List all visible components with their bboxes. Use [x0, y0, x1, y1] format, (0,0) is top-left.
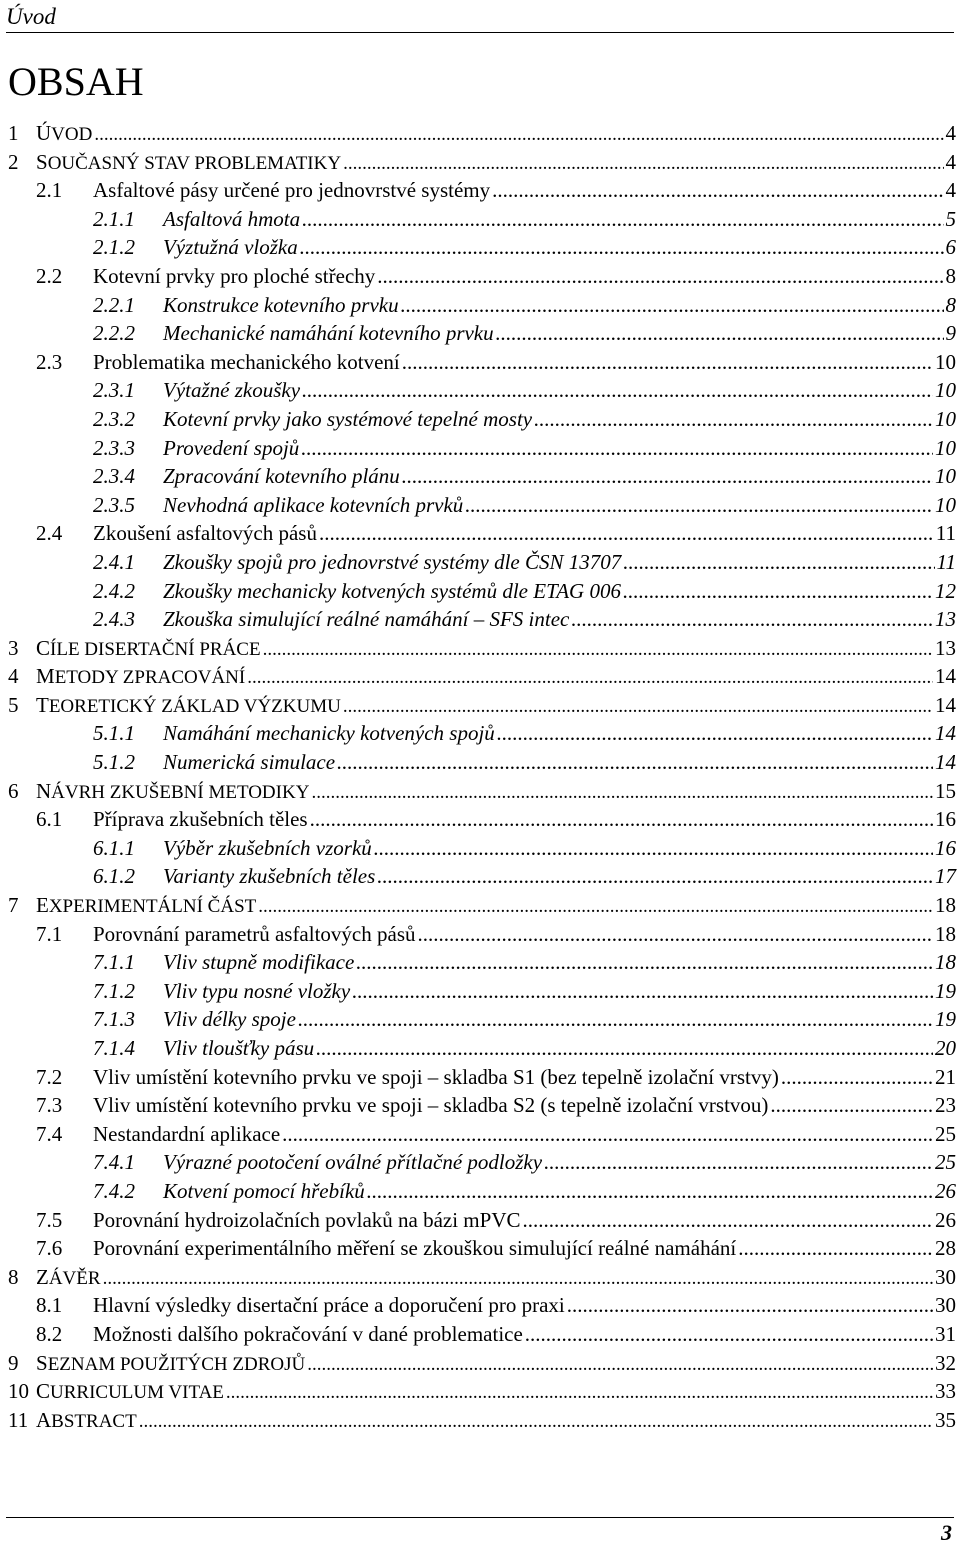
- toc-dot-leader: [623, 548, 934, 577]
- toc-entry-number: 2.4.2: [93, 578, 135, 603]
- toc-dot-leader: [492, 176, 943, 205]
- toc-entry-page: 10: [935, 492, 956, 517]
- toc-dot-leader: [319, 519, 934, 548]
- toc-entry-number: 7.1.1: [93, 950, 135, 975]
- toc-entry[interactable]: [0, 1291, 958, 1320]
- toc-entry-title: Provedení spojů: [163, 435, 300, 460]
- toc-entry-page: 28: [935, 1236, 956, 1261]
- toc-entry[interactable]: [0, 1148, 958, 1177]
- toc-entry-number: 2.1: [36, 178, 63, 203]
- toc-entry[interactable]: [0, 205, 958, 234]
- toc-entry-page: 16: [935, 807, 956, 832]
- toc-entry-page: 10: [935, 378, 956, 403]
- toc-entry-title: [36, 148, 341, 179]
- toc-entry-page: 11: [936, 549, 956, 574]
- toc-entry-number: 5.1.1: [93, 721, 135, 746]
- toc-entry[interactable]: [0, 577, 958, 606]
- toc-dot-leader: [263, 636, 933, 665]
- toc-entry-page: 21: [935, 1064, 956, 1089]
- toc-entry-page: 10: [935, 406, 956, 431]
- toc-entry-number: 2.2.2: [93, 321, 135, 346]
- toc-entry-title: Numerická simulace: [163, 750, 336, 775]
- footer-divider: [6, 1517, 954, 1518]
- toc-entry-number: 6.1: [36, 807, 63, 832]
- toc-dot-leader: [94, 121, 943, 150]
- toc-entry-page: 8: [945, 263, 956, 288]
- toc-entry-title: [36, 634, 261, 665]
- toc-entry-title-rest: EZNAM POUŽITÝCH ZDROJŮ: [47, 1353, 306, 1375]
- toc-entry-number: 5: [8, 692, 19, 717]
- toc-entry[interactable]: [0, 319, 958, 348]
- running-header-title: Úvod: [6, 4, 56, 29]
- toc-entry-number: 9: [8, 1350, 19, 1375]
- toc-entry-title: [36, 691, 341, 722]
- toc-entry-title: Namáhání mechanicky kotvených spojů: [163, 721, 495, 746]
- toc-entry-title-initial: T: [36, 692, 49, 717]
- toc-entry-title-rest: ÍLE DISERTAČNÍ PRÁCE: [50, 638, 261, 660]
- toc-dot-leader: [337, 748, 933, 777]
- toc-entry-title: Asfaltová hmota: [163, 206, 301, 231]
- toc-entry-title: Výběr zkušebních vzorků: [163, 835, 372, 860]
- toc-entry-title: Kotevní prvky pro ploché střechy: [93, 263, 376, 288]
- toc-dot-leader: [316, 1034, 933, 1063]
- toc-entry-title: [36, 1263, 101, 1294]
- toc-entry-number: 7.4: [36, 1121, 63, 1146]
- toc-dot-leader: [523, 1206, 934, 1235]
- toc-entry-page: 4: [945, 178, 956, 203]
- toc-entry-number: 2.3.3: [93, 435, 135, 460]
- toc-entry-title: Vliv umístění kotevního prvku ve spoji – skladba S2 (s tepelně izolační vrstvou): [93, 1093, 769, 1118]
- toc-entry-number: 5.1.2: [93, 750, 135, 775]
- toc-entry-number: 6: [8, 778, 19, 803]
- toc-entry[interactable]: [0, 348, 958, 377]
- toc-entry-title: Porovnání experimentálního měření se zkouškou simulující reálné namáhání: [93, 1236, 737, 1261]
- toc-entry[interactable]: [0, 862, 958, 891]
- toc-entry-number: 1: [8, 121, 19, 145]
- toc-dot-leader: [465, 491, 933, 520]
- toc-entry-title-rest: XPERIMENTÁLNÍ ČÁST: [48, 896, 257, 918]
- toc-entry-page: 9: [945, 321, 956, 346]
- toc-entry-page: 26: [935, 1178, 956, 1203]
- toc-entry[interactable]: [0, 548, 958, 577]
- toc-dot-leader: [401, 291, 944, 320]
- toc-entry[interactable]: [0, 233, 958, 262]
- toc-entry[interactable]: [0, 920, 958, 949]
- toc-entry-page: 32: [935, 1350, 956, 1375]
- toc-entry-title: Zkouška simulující reálné namáhání – SFS intec: [163, 607, 570, 632]
- toc-entry[interactable]: [0, 1406, 958, 1435]
- toc-entry[interactable]: [0, 1034, 958, 1063]
- toc-entry-page: 12: [935, 578, 956, 603]
- toc-entry-page: 14: [935, 664, 956, 689]
- toc-dot-leader: [770, 1091, 933, 1120]
- toc-entry-title: [36, 119, 92, 150]
- toc-dot-leader: [496, 319, 944, 348]
- toc-entry-number: 2.2: [36, 263, 63, 288]
- page-title: OBSAH: [8, 59, 144, 104]
- toc-entry[interactable]: [0, 1206, 958, 1235]
- toc-entry[interactable]: [0, 691, 958, 720]
- toc-dot-leader: [544, 1148, 933, 1177]
- toc-entry-page: 25: [935, 1121, 956, 1146]
- toc-dot-leader: [352, 977, 933, 1006]
- toc-dot-leader: [525, 1320, 933, 1349]
- toc-dot-leader: [247, 664, 933, 693]
- toc-entry-number: 2.4: [36, 521, 63, 546]
- toc-entry-page: 23: [935, 1093, 956, 1118]
- toc-entry-title-initial: C: [36, 635, 51, 660]
- toc-entry-number: 7.5: [36, 1207, 63, 1232]
- toc-entry-page: 25: [935, 1150, 956, 1175]
- toc-entry[interactable]: [0, 1263, 958, 1292]
- toc-entry-title: Porovnání hydroizolačních povlaků na bázi mPVC: [93, 1207, 521, 1232]
- toc-entry[interactable]: [0, 834, 958, 863]
- toc-entry[interactable]: [0, 1120, 958, 1149]
- toc-entry-title: Zpracování kotevního plánu: [163, 464, 400, 489]
- toc-entry-title: Asfaltové pásy určené pro jednovrstvé systémy: [93, 178, 491, 203]
- toc-entry-title-initial: A: [36, 1407, 52, 1432]
- toc-dot-leader: [402, 348, 933, 377]
- toc-entry-page: 31: [935, 1321, 956, 1346]
- toc-entry-page: 10: [935, 435, 956, 460]
- toc-entry-number: 7.3: [36, 1093, 63, 1118]
- toc-entry[interactable]: [0, 977, 958, 1006]
- toc-entry-number: 7.1.3: [93, 1007, 135, 1032]
- toc-entry-title: Výztužná vložka: [163, 235, 298, 260]
- toc-entry-title-rest: OUČASNÝ STAV PROBLEMATIKY: [47, 152, 342, 174]
- toc-entry-number: 4: [8, 664, 19, 689]
- toc-dot-leader: [301, 434, 933, 463]
- toc-entry-number: 11: [8, 1407, 29, 1432]
- toc-entry[interactable]: [0, 634, 958, 663]
- toc-entry-title: [36, 777, 309, 808]
- toc-entry[interactable]: [0, 891, 958, 920]
- page-number: 3: [941, 1520, 952, 1545]
- toc-dot-leader: [307, 1351, 933, 1380]
- toc-entry[interactable]: [0, 519, 958, 548]
- toc-entry-page: 11: [935, 521, 956, 546]
- toc-entry[interactable]: [0, 405, 958, 434]
- toc-entry-page: 15: [935, 778, 956, 803]
- toc-dot-leader: [781, 1063, 933, 1092]
- toc-entry[interactable]: [0, 148, 958, 177]
- toc-entry-title: Zkoušky spojů pro jednovrstvé systémy dle ČSN 13707: [163, 549, 622, 574]
- toc-entry-title: Zkoušení asfaltových pásů: [93, 521, 317, 546]
- toc-entry-page: 26: [935, 1207, 956, 1232]
- toc-entry-title: Mechanické namáhání kotevního prvku: [163, 321, 494, 346]
- toc-dot-leader: [402, 462, 933, 491]
- toc-entry-number: 8: [8, 1264, 19, 1289]
- toc-entry-page: 19: [935, 978, 956, 1003]
- toc-entry-page: 8: [945, 292, 956, 317]
- toc-entry-title-initial: S: [36, 149, 48, 174]
- toc-dot-leader: [311, 779, 933, 808]
- toc-entry[interactable]: [0, 777, 958, 806]
- toc-entry-page: 14: [935, 692, 956, 717]
- toc-entry[interactable]: [0, 719, 958, 748]
- toc-entry-page: 18: [935, 893, 956, 918]
- toc-entry[interactable]: [0, 805, 958, 834]
- toc-entry-number: 7.6: [36, 1236, 63, 1261]
- toc-entry[interactable]: [0, 262, 958, 291]
- toc-entry-title: Příprava zkušebních těles: [93, 807, 308, 832]
- toc-dot-leader: [367, 1177, 933, 1206]
- toc-entry-title: Hlavní výsledky disertační práce a doporučení pro praxi: [93, 1293, 565, 1318]
- toc-entry-title-initial: Z: [36, 1264, 49, 1289]
- toc-dot-leader: [310, 805, 933, 834]
- toc-entry-title: Nestandardní aplikace: [93, 1121, 281, 1146]
- toc-entry-title: Konstrukce kotevního prvku: [163, 292, 399, 317]
- toc-entry[interactable]: [0, 491, 958, 520]
- toc-entry-page: 13: [935, 635, 956, 660]
- toc-entry-title-rest: VOD: [51, 124, 93, 145]
- toc-entry-page: 4: [945, 149, 956, 174]
- toc-entry-page: 6: [945, 235, 956, 260]
- table-of-contents: [0, 119, 958, 1434]
- toc-entry-title: Porovnání parametrů asfaltových pásů: [93, 921, 416, 946]
- toc-entry-title: Kotvení pomocí hřebíků: [163, 1178, 365, 1203]
- toc-entry[interactable]: [0, 948, 958, 977]
- toc-entry-number: 2.3: [36, 349, 63, 374]
- toc-entry-number: 7.1.2: [93, 978, 135, 1003]
- toc-entry-title: Vliv typu nosné vložky: [163, 978, 351, 1003]
- toc-entry-title: Zkoušky mechanicky kotvených systémů dle ETAG 006: [163, 578, 621, 603]
- toc-dot-leader: [226, 1379, 933, 1408]
- toc-entry[interactable]: [0, 119, 958, 148]
- toc-entry[interactable]: [0, 1320, 958, 1349]
- toc-entry-number: 7.4.1: [93, 1150, 135, 1175]
- toc-entry-title-rest: ÁVRH ZKUŠEBNÍ METODIKY: [51, 781, 310, 803]
- toc-entry-title-initial: Ú: [36, 121, 52, 145]
- running-header: [6, 2, 954, 33]
- toc-entry-page: 10: [935, 349, 956, 374]
- toc-entry-title: Problematika mechanického kotvení: [93, 349, 400, 374]
- toc-entry-number: 3: [8, 635, 19, 660]
- toc-dot-leader: [356, 948, 933, 977]
- toc-entry-number: 7: [8, 893, 19, 918]
- toc-entry[interactable]: [0, 1063, 958, 1092]
- toc-entry-number: 7.2: [36, 1064, 63, 1089]
- toc-entry[interactable]: [0, 462, 958, 491]
- toc-entry-number: 2.3.1: [93, 378, 135, 403]
- toc-entry-number: 6.1.2: [93, 864, 135, 889]
- toc-dot-leader: [343, 693, 933, 722]
- toc-entry-title-initial: M: [36, 664, 55, 689]
- toc-entry-title: Vliv stupně modifikace: [163, 950, 355, 975]
- toc-entry-number: 2.3.5: [93, 492, 135, 517]
- toc-entry-page: 5: [945, 206, 956, 231]
- toc-entry-title: Kotevní prvky jako systémové tepelné mosty: [163, 406, 533, 431]
- toc-entry-page: 17: [935, 864, 956, 889]
- toc-entry-number: 2: [8, 149, 19, 174]
- toc-dot-leader: [497, 719, 933, 748]
- toc-entry-title-rest: ÁVĚR: [48, 1267, 101, 1289]
- toc-entry[interactable]: [0, 605, 958, 634]
- toc-entry-title: Nevhodná aplikace kotevních prvků: [163, 492, 464, 517]
- toc-entry-title: Možnosti dalšího pokračování v dané problematice: [93, 1321, 523, 1346]
- toc-entry-page: 33: [935, 1379, 956, 1404]
- toc-dot-leader: [571, 605, 933, 634]
- toc-dot-leader: [418, 920, 934, 949]
- toc-entry-title: Vliv tloušťky pásu: [163, 1036, 315, 1060]
- toc-entry-title: [36, 1406, 137, 1437]
- toc-entry[interactable]: [0, 748, 958, 777]
- toc-entry-title: [36, 891, 256, 922]
- toc-entry-number: 2.1.1: [93, 206, 135, 231]
- toc-entry-title: [36, 662, 245, 693]
- toc-entry-page: 19: [935, 1007, 956, 1032]
- toc-entry-page: 16: [935, 835, 956, 860]
- toc-dot-leader: [374, 834, 933, 863]
- toc-entry-number: 2.3.4: [93, 464, 135, 489]
- toc-entry-number: 2.2.1: [93, 292, 135, 317]
- toc-entry-title-initial: C: [36, 1379, 51, 1404]
- toc-dot-leader: [377, 862, 933, 891]
- toc-dot-leader: [738, 1234, 933, 1263]
- toc-entry[interactable]: [0, 176, 958, 205]
- toc-entry[interactable]: [0, 662, 958, 691]
- toc-entry-title: [36, 1349, 305, 1380]
- toc-entry-number: 7.4.2: [93, 1178, 135, 1203]
- toc-dot-leader: [302, 205, 943, 234]
- toc-entry-number: 8.2: [36, 1321, 63, 1346]
- toc-entry[interactable]: [0, 291, 958, 320]
- toc-dot-leader: [282, 1120, 933, 1149]
- toc-dot-leader: [534, 405, 933, 434]
- toc-entry-page: 30: [935, 1293, 956, 1318]
- toc-entry-page: 10: [935, 464, 956, 489]
- toc-dot-leader: [377, 262, 943, 291]
- toc-entry[interactable]: [0, 1349, 958, 1378]
- toc-entry[interactable]: [0, 376, 958, 405]
- toc-dot-leader: [623, 577, 933, 606]
- toc-entry-title-initial: E: [36, 893, 49, 918]
- toc-entry-page: 35: [935, 1407, 956, 1432]
- toc-entry-number: 8.1: [36, 1293, 63, 1318]
- toc-dot-leader: [343, 150, 943, 179]
- toc-entry-page: 18: [935, 921, 956, 946]
- toc-entry-title-rest: URRICULUM VITAE: [50, 1382, 224, 1404]
- toc-dot-leader: [139, 1408, 933, 1437]
- toc-entry-title-initial: N: [36, 778, 52, 803]
- toc-entry-number: 2.4.3: [93, 607, 135, 632]
- toc-entry-title: Vliv délky spoje: [163, 1007, 296, 1032]
- toc-entry-page: 4: [945, 121, 956, 145]
- toc-entry[interactable]: [0, 434, 958, 463]
- toc-dot-leader: [103, 1265, 933, 1294]
- toc-entry-number: 10: [8, 1379, 29, 1404]
- toc-entry-page: 13: [935, 607, 956, 632]
- toc-entry-number: 2.4.1: [93, 549, 135, 574]
- toc-entry-title-rest: BSTRACT: [51, 1410, 137, 1432]
- toc-entry-number: 6.1.1: [93, 835, 135, 860]
- toc-entry-page: 20: [935, 1036, 956, 1060]
- toc-entry-page: 30: [935, 1264, 956, 1289]
- toc-dot-leader: [258, 893, 933, 922]
- toc-entry-number: 2.1.2: [93, 235, 135, 260]
- toc-entry-number: 2.3.2: [93, 406, 135, 431]
- toc-entry-number: 7.1: [36, 921, 63, 946]
- toc-entry-title-initial: S: [36, 1350, 48, 1375]
- toc-entry-title: Výrazné pootočení oválné přítlačné podložky: [163, 1150, 543, 1175]
- toc-dot-leader: [298, 1005, 933, 1034]
- toc-entry-title-rest: ETODY ZPRACOVÁNÍ: [54, 667, 246, 689]
- toc-entry-title-rest: EORETICKÝ ZÁKLAD VÝZKUMU: [48, 695, 341, 717]
- toc-entry-page: 14: [935, 721, 956, 746]
- toc-entry[interactable]: [0, 1177, 958, 1206]
- toc-entry[interactable]: [0, 1091, 958, 1120]
- toc-entry[interactable]: [0, 1005, 958, 1034]
- toc-dot-leader: [302, 376, 933, 405]
- toc-dot-leader: [567, 1291, 933, 1320]
- toc-entry[interactable]: [0, 1377, 958, 1406]
- toc-entry-page: 18: [935, 950, 956, 975]
- toc-entry-title: [36, 1377, 224, 1408]
- toc-entry-title: Výtažné zkoušky: [163, 378, 301, 403]
- toc-entry-title: Vliv umístění kotevního prvku ve spoji – skladba S1 (bez tepelně izolační vrstvy): [93, 1064, 779, 1089]
- toc-entry-title: Varianty zkušebních těles: [163, 864, 376, 889]
- toc-entry-page: 14: [935, 750, 956, 775]
- toc-dot-leader: [300, 233, 944, 262]
- toc-entry-number: 7.1.4: [93, 1036, 135, 1060]
- toc-entry[interactable]: [0, 1234, 958, 1263]
